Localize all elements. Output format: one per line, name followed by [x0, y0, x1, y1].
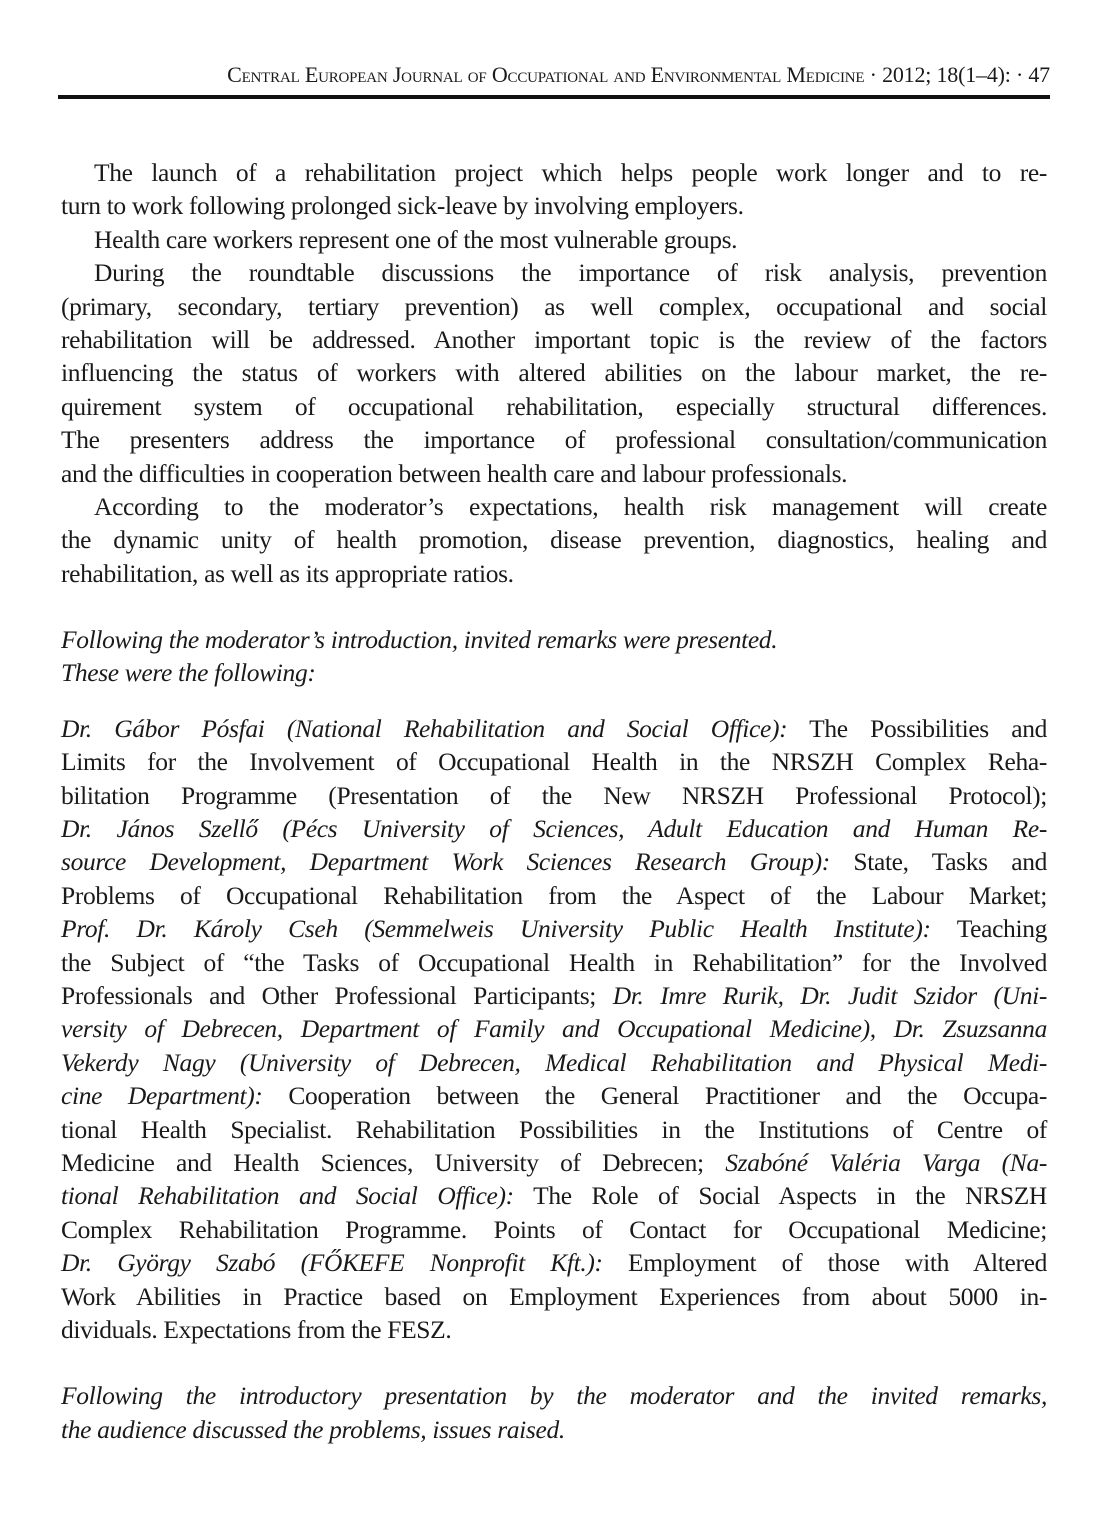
text-line: Problems of Occupational Rehabilitation from the Aspect of the Labour Market; — [61, 880, 1047, 910]
text-line: (primary, secondary, tertiary prevention) as well complex, occupational and social — [61, 291, 1047, 321]
text-line: The launch of a rehabilitation project which helps people work longer and to re- — [94, 158, 1047, 187]
speaker-affiliation: cine Department): — [61, 1081, 263, 1111]
running-header — [58, 62, 1050, 88]
talk-title: Medicine and Health Sciences, University of Debrecen; — [61, 1147, 726, 1177]
text-line: the dynamic unity of health promotion, disease prevention, diagnostics, healing and — [61, 525, 1047, 555]
closing-italic-paragraph — [61, 1379, 1047, 1446]
text-line — [61, 712, 1047, 745]
text-line — [61, 979, 1047, 1012]
speaker-affiliation: Prof. Dr. Károly Cseh (Semmelweis University Public Health Institute): — [61, 914, 931, 944]
text-line: These were the following: — [61, 658, 316, 688]
text-line: rehabilitation, as well as its appropriate ratios. — [61, 558, 514, 588]
text-line: Following the moderator’s introduction, invited remarks were presented. — [61, 625, 778, 655]
spacer — [61, 1346, 1047, 1379]
article-body — [61, 156, 1047, 1446]
speaker-affiliation: Dr. Imre Rurik, Dr. Judit Szidor (Uni- — [612, 980, 1047, 1010]
speaker-affiliation: Szabóné Valéria Varga (Na- — [725, 1147, 1047, 1177]
speaker-affiliation: Dr. György Szabó (FŐKEFE Nonprofit Kft.): — [61, 1248, 603, 1278]
speaker-affiliation: source Development, Department Work Sciences Research Group): — [61, 847, 830, 877]
talk-title: The Possibilities and — [787, 713, 1047, 743]
text-line — [61, 1246, 1047, 1279]
citation: · 2012; 18(1–4): · 47 — [869, 62, 1050, 87]
text-line: The presenters address the importance of professional consultation/communication — [61, 425, 1047, 455]
talk-title: Cooperation between the General Practitioner and the Occupa- — [262, 1081, 1047, 1111]
intro-italic-heading — [61, 623, 1047, 690]
speaker-affiliation: Dr. János Szellő (Pécs University of Sciences, Adult Education and Human Re- — [61, 814, 1047, 844]
text-line: quirement system of occupational rehabilitation, especially structural differences. — [61, 391, 1047, 421]
spacer — [61, 590, 1047, 623]
paragraph-moderator-expectations — [61, 490, 1047, 590]
speaker-affiliation: tional Rehabilitation and Social Office): — [61, 1181, 514, 1211]
text-line: and the difficulties in cooperation between health care and labour professionals. — [61, 458, 848, 488]
text-line: Health care workers represent one of the most vulnerable groups. — [94, 224, 738, 254]
paragraph-roundtable — [61, 256, 1047, 490]
paragraph-health-care-workers — [61, 223, 1047, 256]
text-line — [61, 1146, 1047, 1179]
spacer — [61, 690, 1047, 712]
text-line — [61, 912, 1047, 945]
speaker-affiliation: versity of Debrecen, Department of Family and Occupational Medicine), Dr. Zsuzsanna — [61, 1014, 1047, 1044]
text-line: rehabilitation will be addressed. Another important topic is the review of the factors — [61, 324, 1047, 354]
speaker-affiliation: Vekerdy Nagy (University of Debrecen, Medical Rehabilitation and Physical Medi- — [61, 1047, 1047, 1077]
paragraph-rehabilitation-project — [61, 156, 1047, 223]
text-line: According to the moderator’s expectations, health risk management will create — [94, 491, 1047, 521]
talk-title: Professionals and Other Professional Participants; — [61, 980, 613, 1010]
text-line — [61, 1179, 1047, 1212]
text-line: the audience discussed the problems, issues raised. — [61, 1414, 565, 1444]
talk-title: The Role of Social Aspects in the NRSZH — [513, 1181, 1047, 1211]
text-line: Complex Rehabilitation Programme. Points of Contact for Occupational Medicine; — [61, 1214, 1047, 1244]
talk-title: Employment of those with Altered — [602, 1248, 1047, 1278]
text-line: turn to work following prolonged sick-leave by involving employers. — [61, 191, 744, 221]
talk-title: State, Tasks and — [829, 847, 1047, 877]
invited-remarks-list — [61, 712, 1047, 1346]
header-rule — [58, 95, 1050, 99]
text-line: influencing the status of workers with altered abilities on the labour market, the re- — [61, 358, 1047, 388]
text-line: During the roundtable discussions the importance of risk analysis, prevention — [94, 258, 1047, 288]
text-line: tional Health Specialist. Rehabilitation Possibilities in the Institutions of Centre of — [61, 1114, 1047, 1144]
text-line: the Subject of “the Tasks of Occupational Health in Rehabilitation” for the Involved — [61, 947, 1047, 977]
speaker-affiliation: Dr. Gábor Pósfai (National Rehabilitation and Social Office): — [61, 713, 788, 743]
text-line: bilitation Programme (Presentation of the New NRSZH Professional Protocol); — [61, 780, 1047, 810]
journal-title: Central European Journal of Occupational and Environmental Medicine — [227, 62, 865, 87]
text-line: Work Abilities in Practice based on Employment Experiences from about 5000 in- — [61, 1281, 1047, 1311]
talk-title: Teaching — [930, 914, 1047, 944]
text-line — [61, 845, 1047, 878]
text-line: dividuals. Expectations from the FESZ. — [61, 1314, 452, 1344]
text-line — [61, 1079, 1047, 1112]
text-line: Following the introductory presentation by the moderator and the invited remarks, — [61, 1381, 1047, 1411]
text-line: Limits for the Involvement of Occupational Health in the NRSZH Complex Reha- — [61, 747, 1047, 777]
